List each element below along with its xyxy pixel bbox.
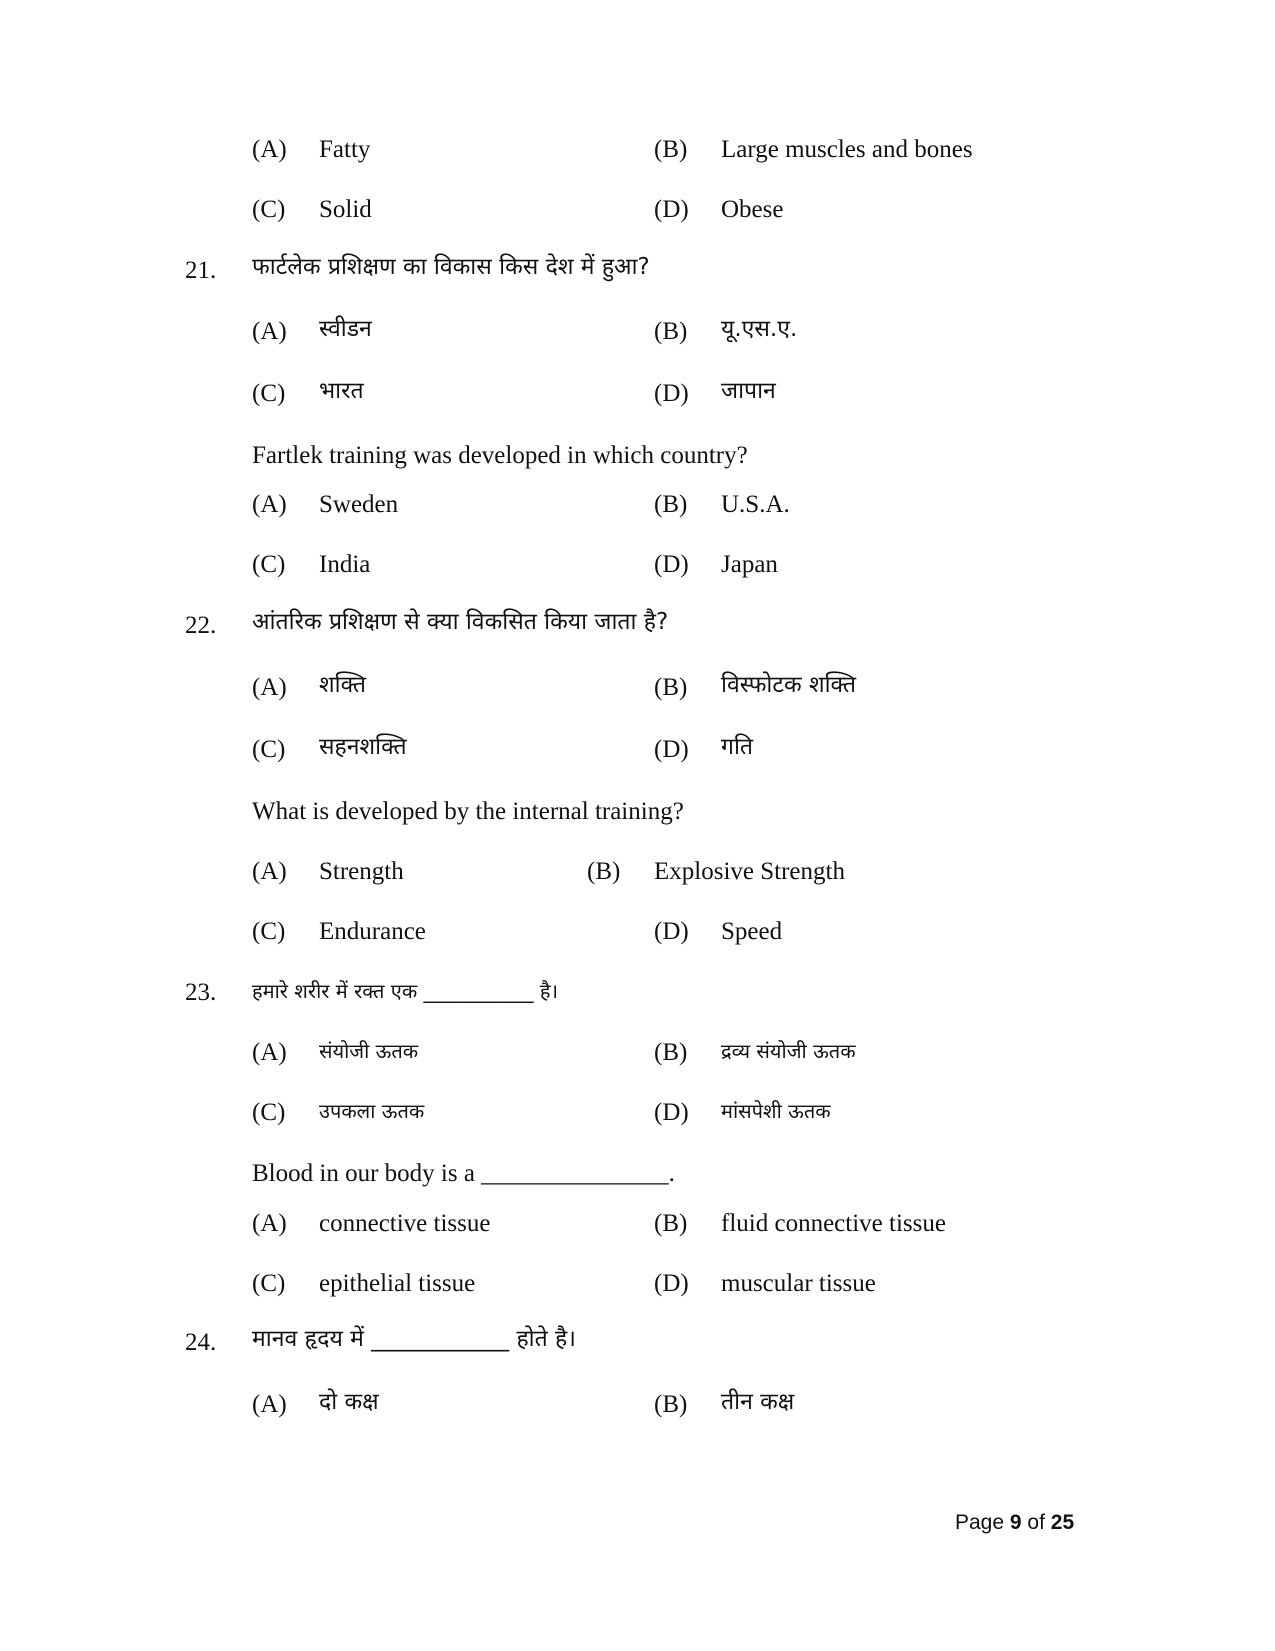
option-text: Obese	[721, 196, 784, 223]
page-word: Page	[955, 1511, 1005, 1534]
option-text: Fatty	[319, 136, 371, 163]
option-text: fluid connective tissue	[721, 1210, 946, 1237]
question-text-hindi: मानव हृदय में ____________ होते है।	[252, 1326, 576, 1352]
option-text: India	[319, 551, 371, 578]
question-number: 21.	[185, 257, 217, 284]
question-text-english: Fartlek training was developed in which country?	[252, 442, 748, 469]
option-label: (B)	[654, 136, 688, 163]
option-text: संयोजी ऊतक	[319, 1039, 419, 1063]
option-label: (B)	[654, 674, 688, 701]
option-label: (A)	[252, 1391, 287, 1418]
option-label: (A)	[252, 136, 287, 163]
option-label: (A)	[252, 1039, 287, 1066]
total-pages: 25	[1050, 1511, 1075, 1534]
option-text: यू.एस.ए.	[721, 316, 798, 342]
option-text: Sweden	[319, 491, 399, 518]
option-label: (A)	[252, 318, 287, 345]
option-text: मांसपेशी ऊतक	[721, 1099, 831, 1123]
question-number: 23.	[185, 979, 217, 1006]
option-label: (C)	[252, 736, 286, 763]
option-text: Explosive Strength	[654, 858, 845, 885]
option-text: सहनशक्ति	[319, 734, 407, 760]
option-label: (C)	[252, 380, 286, 407]
option-text: गति	[721, 734, 754, 760]
option-label: (D)	[654, 918, 689, 945]
option-text: Strength	[319, 858, 404, 885]
option-text: भारत	[319, 378, 364, 404]
option-label: (B)	[587, 858, 621, 885]
option-label: (D)	[654, 1270, 689, 1297]
option-text: Solid	[319, 196, 372, 223]
question-number: 22.	[185, 612, 217, 639]
option-text: द्रव्य संयोजी ऊतक	[721, 1039, 856, 1063]
option-label: (D)	[654, 196, 689, 223]
option-text: Speed	[721, 918, 783, 945]
option-text: U.S.A.	[721, 491, 790, 518]
question-text-english: Blood in our body is a _______________.	[252, 1160, 675, 1187]
option-text: Endurance	[319, 918, 426, 945]
option-label: (D)	[654, 736, 689, 763]
option-text: तीन कक्ष	[721, 1389, 795, 1415]
option-label: (C)	[252, 1270, 286, 1297]
option-label: (D)	[654, 551, 689, 578]
option-text: शक्ति	[319, 672, 367, 698]
option-label: (C)	[252, 196, 286, 223]
option-text: muscular tissue	[721, 1270, 876, 1297]
option-text: connective tissue	[319, 1210, 491, 1237]
question-text-hindi: आंतरिक प्रशिक्षण से क्या विकसित किया जाता है?	[252, 609, 669, 635]
option-label: (A)	[252, 674, 287, 701]
option-label: (C)	[252, 1099, 286, 1126]
option-label: (B)	[654, 1210, 688, 1237]
option-label: (D)	[654, 380, 689, 407]
option-text: उपकला ऊतक	[319, 1099, 425, 1123]
question-number: 24.	[185, 1329, 217, 1356]
option-text: Japan	[721, 551, 778, 578]
of-word: of	[1027, 1511, 1045, 1534]
option-text: Large muscles and bones	[721, 136, 973, 163]
option-label: (A)	[252, 491, 287, 518]
question-text-hindi: हमारे शरीर में रक्त एक ___________ है।	[252, 979, 559, 1003]
option-label: (D)	[654, 1099, 689, 1126]
option-text: दो कक्ष	[319, 1389, 379, 1415]
option-text: विस्फोटक शक्ति	[721, 672, 856, 698]
option-text: जापान	[721, 378, 776, 404]
question-text-hindi: फार्टलेक प्रशिक्षण का विकास किस देश में हुआ?	[252, 254, 650, 280]
option-label: (A)	[252, 858, 287, 885]
question-text-english: What is developed by the internal training?	[252, 798, 684, 825]
option-label: (B)	[654, 318, 688, 345]
option-label: (A)	[252, 1210, 287, 1237]
option-text: स्वीडन	[319, 316, 372, 342]
option-text: epithelial tissue	[319, 1270, 476, 1297]
option-label: (B)	[654, 1039, 688, 1066]
option-label: (C)	[252, 551, 286, 578]
page-number-footer	[955, 1511, 1074, 1535]
option-label: (C)	[252, 918, 286, 945]
option-label: (B)	[654, 491, 688, 518]
option-label: (B)	[654, 1391, 688, 1418]
current-page: 9	[1009, 1511, 1022, 1534]
